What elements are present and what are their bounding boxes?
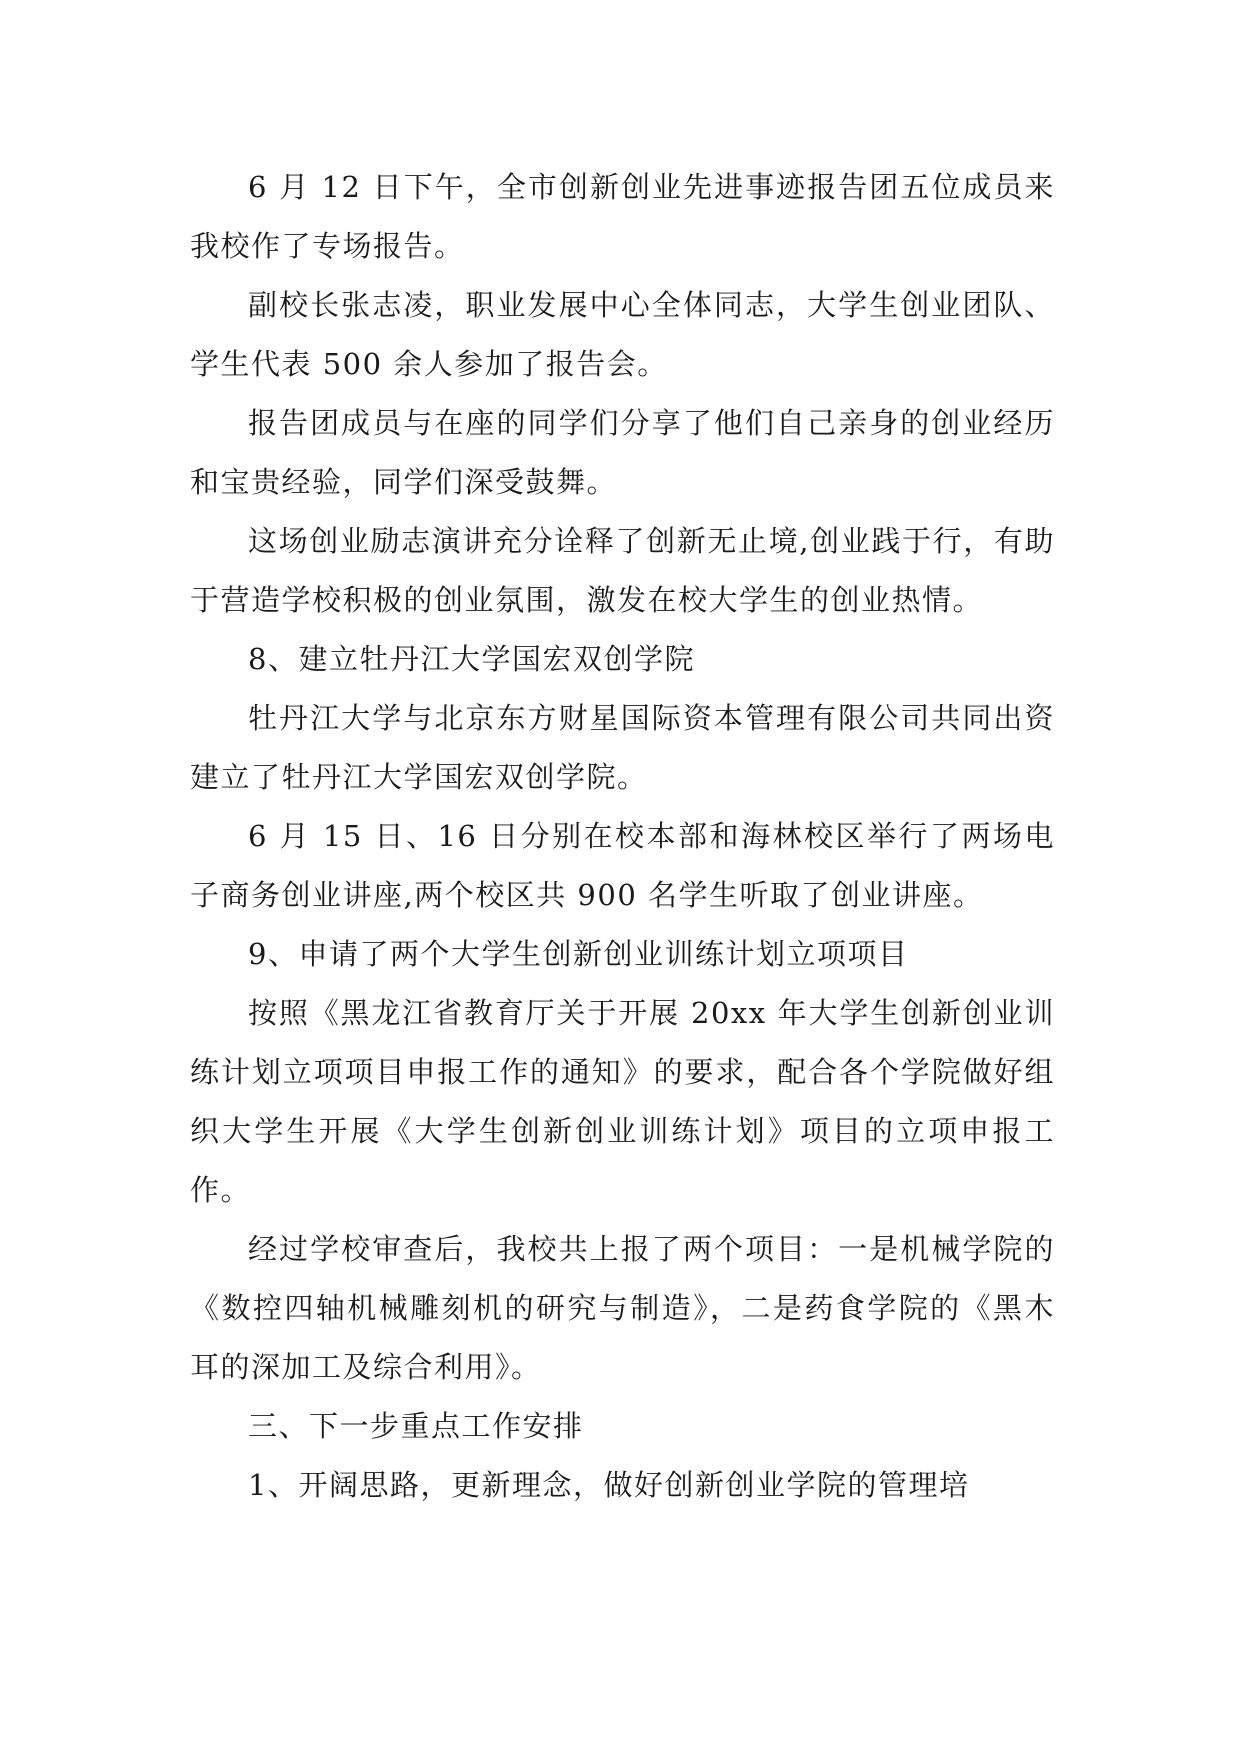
paragraph-submitted-projects: 经过学校审查后，我校共上报了两个项目：一是机械学院的《数控四轴机械雕刻机的研究与制造》，二是药食学院的《黑木耳的深加工及综合利用》。: [190, 1232, 1055, 1384]
paragraph-ecommerce-lectures: 6 月 15 日、16 日分别在校本部和海林校区举行了两场电子商务创业讲座,两个校区共 900 名学生听取了创业讲座。: [190, 819, 1055, 912]
paragraph-college-founding: 牡丹江大学与北京东方财星国际资本管理有限公司共同出资建立了牡丹江大学国宏双创学院。: [190, 701, 1055, 794]
heading-part-3: 三、下一步重点工作安排: [248, 1409, 584, 1443]
paragraph-next-step-1: 1、开阔思路，更新理念，做好创新创业学院的管理培: [248, 1468, 970, 1502]
paragraph-report-group: 6 月 12 日下午，全市创新创业先进事迹报告团五位成员来我校作了专场报告。: [190, 170, 1055, 263]
paragraph-notice-requirements: 按照《黑龙江省教育厅关于开展 20xx 年大学生创新创业训练计划立项项目申报工作的通知》的要求，配合各个学院做好组织大学生开展《大学生创新创业训练计划》项目的立项申报工作。: [190, 996, 1055, 1207]
document-body: [190, 158, 1055, 1515]
paragraph-speech-effect: 这场创业励志演讲充分诠释了创新无止境,创业践于行，有助于营造学校积极的创业氛围，激发在校大学生的创业热情。: [190, 524, 1055, 617]
paragraph-sharing: 报告团成员与在座的同学们分享了他们自己亲身的创业经历和宝贵经验，同学们深受鼓舞。: [190, 406, 1055, 499]
paragraph-attendees: 副校长张志凌，职业发展中心全体同志，大学生创业团队、学生代表 500 余人参加了报告会。: [190, 288, 1055, 381]
heading-section-9: 9、申请了两个大学生创新创业训练计划立项项目: [248, 937, 909, 971]
heading-section-8: 8、建立牡丹江大学国宏双创学院: [248, 642, 695, 676]
